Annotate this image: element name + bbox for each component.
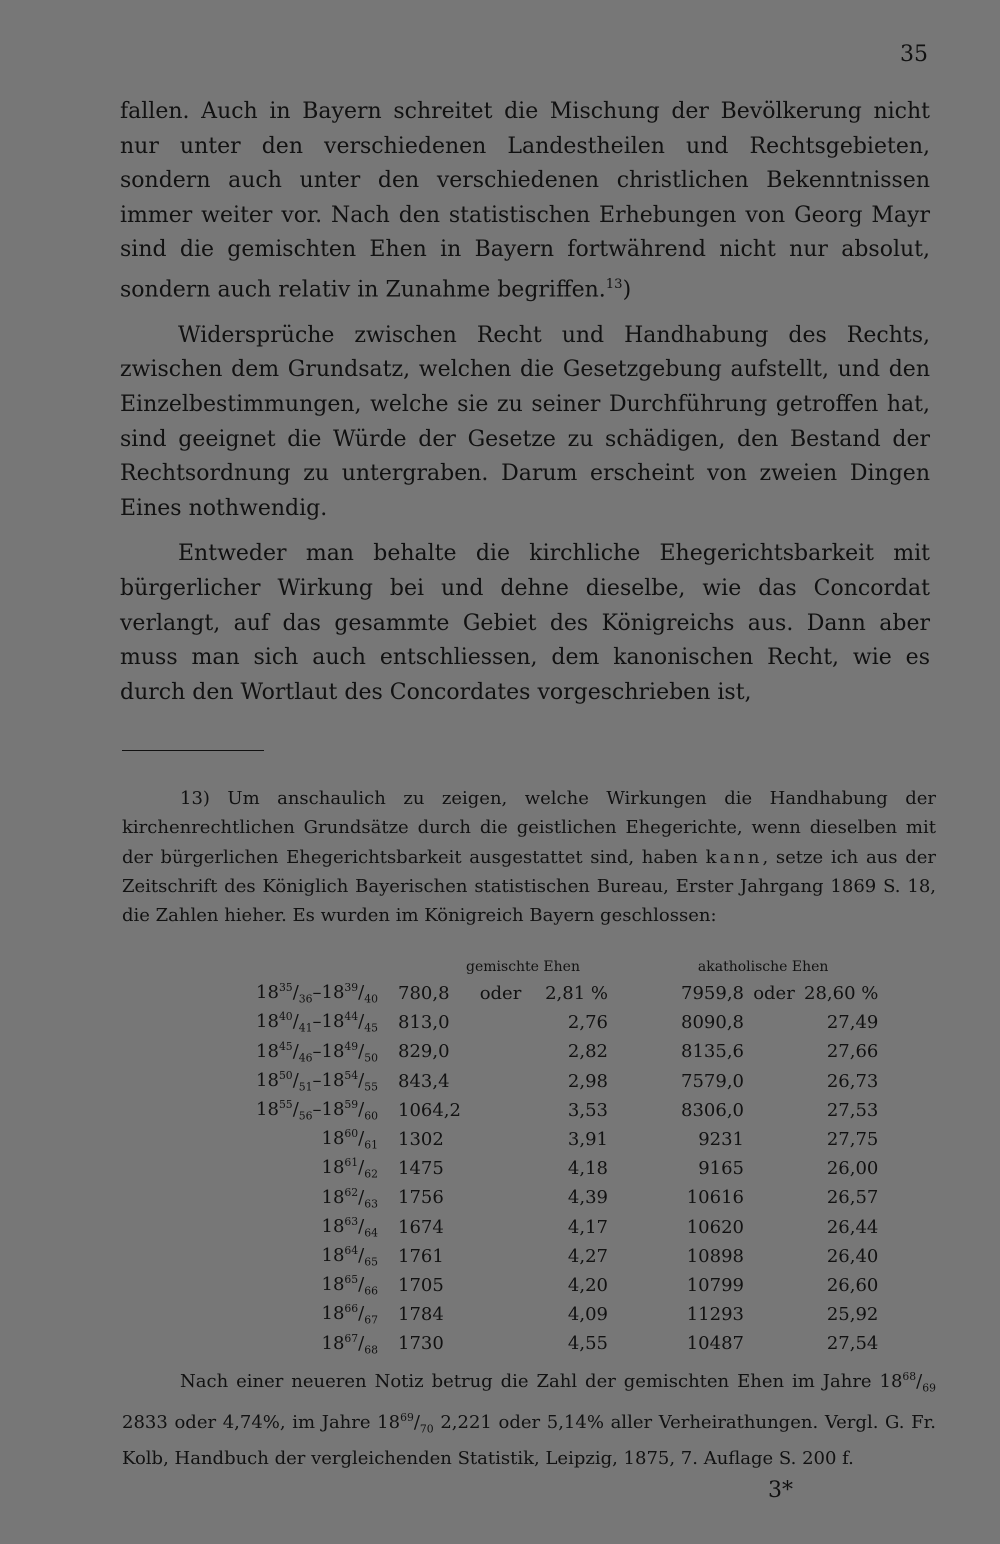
- period-sup: 66: [344, 1302, 359, 1316]
- after-sub-2: 70: [419, 1422, 434, 1436]
- mixed-count-cell: 1756: [398, 1187, 444, 1209]
- paragraph-1-text: fallen. Auch in Bayern schreitet die Mischung der Bevölkerung nicht nur unter den verschiedenen Landestheilen und Rechtsgebieten, sondern auch unter den verschiedenen christlichen Bekenntnissen immer weiter vor. Nach den statistischen Erhebungen von Georg Mayr sind die gemischten Ehen in Bayern fortwährend nicht nur absolut, sondern auch relativ in Zunahme begriffen.: [120, 99, 930, 303]
- percent-sign: %: [861, 983, 879, 1005]
- period-sup: 67: [344, 1331, 359, 1345]
- mixed-percent-cell: [528, 1125, 648, 1154]
- oder-cell: [473, 1300, 528, 1329]
- after-text-1: Nach einer neueren Notiz betrug die Zahl der gemischten Ehen im Jahre 18: [180, 1371, 903, 1392]
- non-catholic-percent-value: 27,53: [826, 1099, 879, 1121]
- non-catholic-percent-cell: [804, 979, 878, 1008]
- period-cell: $18^{65}/_{66}$: [321, 1273, 378, 1298]
- mixed-count-cell: 1784: [398, 1304, 444, 1326]
- paragraph-1: fallen. Auch in Bayern schreitet die Mischung der Bevölkerung nicht nur unter den verschiedenen Landestheilen und Rechtsgebieten, sondern auch unter den verschiedenen christlichen Bekenntnissen immer weiter vor. Nach den statistischen Erhebungen von Georg Mayr sind die gemischten Ehen in Bayern fortwährend nicht nur absolut, sondern auch relativ in Zunahme begriffen.$^{13}$): [120, 99, 930, 303]
- period-sup: 60: [344, 1127, 359, 1141]
- mixed-count-cell: 843,4: [398, 1070, 450, 1092]
- mixed-percent-cell: [528, 1037, 648, 1066]
- oder-cell: [473, 1067, 528, 1096]
- period-sup-end: 44: [344, 1010, 359, 1024]
- period-year-end: 18: [321, 1011, 345, 1033]
- period-cell: $18^{61}/_{62}$: [321, 1156, 378, 1182]
- period-sup: 62: [344, 1185, 359, 1199]
- period-year: 18: [321, 1157, 345, 1179]
- table-row: [150, 1300, 878, 1329]
- period-sub: 51: [298, 1080, 313, 1094]
- non-catholic-count-cell: 11293: [686, 1304, 744, 1326]
- non-catholic-percent-cell: [804, 1271, 878, 1300]
- percent-sign: %: [590, 983, 608, 1005]
- non-catholic-count-cell: 7959,8: [681, 983, 744, 1005]
- mixed-percent-cell: [528, 979, 648, 1008]
- table-row: [150, 1242, 878, 1271]
- mixed-percent-value: 4,39: [567, 1187, 608, 1209]
- non-catholic-percent-value: 26,60: [826, 1274, 879, 1296]
- period-sub: 41: [298, 1022, 313, 1036]
- period-year-end: 18: [321, 1099, 345, 1121]
- non-catholic-count-cell: 10487: [686, 1333, 744, 1355]
- table-header-row: [150, 955, 878, 979]
- mixed-percent-value: 3,53: [567, 1099, 608, 1121]
- table-row: [150, 1096, 878, 1125]
- period-sub: 63: [364, 1197, 378, 1211]
- table-row: [150, 1329, 878, 1358]
- non-catholic-count-cell: 10616: [686, 1187, 744, 1209]
- oder-cell: [473, 1242, 528, 1271]
- period-sub: 36: [298, 992, 313, 1006]
- mixed-percent-cell: [528, 1213, 648, 1242]
- oder-cell: [744, 1271, 804, 1300]
- oder-cell: [473, 1329, 528, 1358]
- mixed-percent-value: 4,17: [567, 1216, 608, 1238]
- non-catholic-count-cell: 8090,8: [681, 1012, 744, 1034]
- mixed-count-cell: 1064,2: [398, 1099, 461, 1121]
- period-year: 18: [321, 1303, 345, 1325]
- mixed-count-cell: 1730: [398, 1333, 444, 1355]
- oder-cell: [473, 1154, 528, 1183]
- oder-cell: [473, 1008, 528, 1037]
- footnote-after-table: Nach einer neueren Notiz betrug die Zahl der gemischten Ehen im Jahre $18^{68}/_{69}$ 2833 oder 4,74%, im Jahre $18^{69}/_{70}$ 2,221 oder 5,14% aller Verheirathungen. Vergl. G. Fr. Kolb, Handbuch der vergleichenden Statistik, Leipzig, 1875, 7. Auflage S. 200 f.: [122, 1370, 937, 1469]
- period-cell: $18^{66}/_{67}$: [321, 1302, 378, 1327]
- non-catholic-percent-value: 25,92: [826, 1304, 879, 1326]
- mixed-percent-value: 4,20: [567, 1274, 608, 1296]
- non-catholic-percent-cell: [804, 1096, 878, 1125]
- period-sub: 66: [364, 1284, 378, 1298]
- mixed-percent-value: 2,98: [567, 1070, 608, 1092]
- oder-cell: [473, 1125, 528, 1154]
- after-text-3: 2,221 oder 5,14% aller Verheirathungen. Vergl. G. Fr. Kolb, Handbuch der vergleichenden Statistik, Leipzig, 1875, 7. Auflage S. 200 f.: [122, 1411, 937, 1469]
- period-cell: $18^{64}/_{65}$: [321, 1243, 378, 1269]
- period-sup: 63: [344, 1214, 359, 1228]
- non-catholic-percent-cell: [804, 1300, 878, 1329]
- mixed-percent-value: 3,91: [567, 1129, 608, 1151]
- mixed-count-cell: 1302: [398, 1129, 444, 1151]
- non-catholic-count-cell: 10799: [686, 1274, 744, 1296]
- period-year: 18: [256, 1099, 279, 1121]
- oder-cell: [473, 1183, 528, 1212]
- period-sub: 62: [364, 1168, 378, 1182]
- non-catholic-percent-value: 26,57: [826, 1187, 879, 1209]
- mixed-percent-cell: [528, 1183, 648, 1212]
- table-row: [150, 1213, 878, 1242]
- mixed-percent-cell: [528, 1300, 648, 1329]
- oder-cell: [744, 1037, 804, 1066]
- mixed-count-cell: 829,0: [398, 1041, 450, 1063]
- period-sub: 64: [364, 1226, 378, 1240]
- oder-cell: [744, 1213, 804, 1242]
- mixed-count-cell: 813,0: [398, 1012, 450, 1034]
- non-catholic-percent-cell: [804, 1213, 878, 1242]
- oder-cell: [744, 1242, 804, 1271]
- non-catholic-percent-value: 27,75: [826, 1129, 879, 1151]
- non-catholic-percent-cell: [804, 1329, 878, 1358]
- period-sup: 40: [278, 1010, 293, 1024]
- period-year: 18: [321, 1244, 345, 1266]
- table-row: [150, 979, 878, 1008]
- table-row: [150, 1271, 878, 1300]
- period-sup: 64: [344, 1243, 359, 1257]
- oder-cell: oder: [753, 983, 795, 1005]
- mixed-count-cell: 1705: [398, 1274, 444, 1296]
- table-row: [150, 1183, 878, 1212]
- non-catholic-percent-cell: [804, 1067, 878, 1096]
- non-catholic-count-cell: 7579,0: [681, 1070, 744, 1092]
- non-catholic-count-cell: 9231: [698, 1129, 744, 1151]
- period-sub: 67: [364, 1313, 378, 1327]
- table-row: [150, 1037, 878, 1066]
- period-sup: 50: [278, 1068, 293, 1082]
- period-sup: 65: [344, 1273, 359, 1287]
- period-year-end: 18: [321, 1040, 345, 1062]
- period-cell: $18^{55}/_{56}-18^{59}/_{60}$: [256, 1098, 378, 1123]
- mixed-percent-cell: [528, 1271, 648, 1300]
- period-year: 18: [321, 1128, 345, 1150]
- oder-cell: [744, 1067, 804, 1096]
- after-sup-2: 69: [400, 1410, 414, 1424]
- non-catholic-percent-value: 26,40: [826, 1245, 879, 1267]
- oder-cell: [744, 1154, 804, 1183]
- footnote-continuation: [122, 1362, 936, 1473]
- table-row: [150, 1008, 878, 1037]
- non-catholic-percent-cell: [804, 1125, 878, 1154]
- period-sub: 56: [298, 1109, 313, 1123]
- period-sup-end: 49: [344, 1039, 359, 1053]
- mixed-count-cell: 1674: [398, 1216, 444, 1238]
- period-year-end: 18: [321, 982, 345, 1004]
- period-sub: 68: [364, 1343, 378, 1357]
- mixed-percent-value: 4,09: [567, 1304, 608, 1326]
- table-row: [150, 1125, 878, 1154]
- mixed-percent-value: 2,76: [567, 1012, 608, 1034]
- period-cell: $18^{50}/_{51}-18^{54}/_{55}$: [256, 1068, 378, 1094]
- non-catholic-percent-value: 27,49: [826, 1012, 879, 1034]
- mixed-percent-value: 4,27: [567, 1245, 608, 1267]
- oder-cell: [473, 1096, 528, 1125]
- period-sub-end: 50: [364, 1051, 378, 1065]
- mixed-percent-value: 4,18: [567, 1158, 608, 1180]
- period-sup-end: 39: [344, 981, 359, 995]
- mixed-percent-cell: [528, 1096, 648, 1125]
- period-cell: $18^{35}/_{36}-18^{39}/_{40}$: [256, 981, 378, 1006]
- non-catholic-percent-cell: [804, 1008, 878, 1037]
- period-sub-end: 40: [364, 992, 378, 1006]
- period-sub-end: 55: [364, 1080, 378, 1094]
- signature-mark: 3*: [768, 1478, 793, 1503]
- after-text-2: 2833 oder 4,74%, im Jahre 18: [122, 1411, 401, 1433]
- table-body: [150, 979, 878, 1358]
- non-catholic-percent-cell: [804, 1154, 878, 1183]
- table-row: [150, 1154, 878, 1183]
- header-non-catholic-marriages: akatholische Ehen: [697, 959, 829, 975]
- period-sup-end: 54: [344, 1068, 359, 1082]
- period-year: 18: [256, 1040, 279, 1062]
- oder-cell: [744, 1125, 804, 1154]
- after-sup-1: 68: [902, 1370, 917, 1383]
- mixed-count-cell: 1475: [398, 1158, 444, 1180]
- footnote-ref: 13: [605, 276, 623, 292]
- non-catholic-count-cell: 10620: [686, 1216, 744, 1238]
- mixed-percent-value: 2,82: [567, 1041, 608, 1063]
- footnote-intro: [122, 784, 936, 930]
- oder-cell: [744, 1300, 804, 1329]
- page-number: 35: [900, 42, 928, 67]
- footnote-text-after: , setze ich aus der Zeitschrift des Königlich Bayerischen statistischen Bureau, Erster Jahrgang 1869 S. 18, die Zahlen hieher. Es wurden im Königreich Bayern geschlossen:: [122, 846, 936, 927]
- period-sub-end: 60: [364, 1109, 378, 1123]
- period-year: 18: [321, 1274, 345, 1296]
- non-catholic-percent-cell: [804, 1242, 878, 1271]
- mixed-percent-cell: [528, 1329, 648, 1358]
- non-catholic-percent-cell: [804, 1183, 878, 1212]
- main-text: [120, 95, 930, 721]
- marriage-statistics-table: [150, 955, 878, 1358]
- period-sup: 45: [278, 1039, 293, 1053]
- after-sub-1: 69: [922, 1381, 936, 1395]
- period-cell: $18^{63}/_{64}$: [321, 1214, 378, 1240]
- header-mixed-marriages: gemischte Ehen: [466, 959, 580, 975]
- period-cell: $18^{60}/_{61}$: [321, 1127, 378, 1152]
- oder-cell: [473, 1271, 528, 1300]
- footnote-divider: [122, 750, 264, 751]
- period-cell: $18^{62}/_{63}$: [321, 1185, 378, 1211]
- non-catholic-count-cell: 9165: [698, 1158, 744, 1180]
- period-year: 18: [321, 1215, 345, 1237]
- non-catholic-count-cell: 10898: [686, 1245, 744, 1267]
- period-sup-end: 59: [344, 1098, 359, 1112]
- footnote-emphasis: kann: [705, 846, 763, 868]
- footnote-text-before: 13) Um anschaulich zu zeigen, welche Wirkungen die Handhabung der kirchenrechtlichen Grundsätze durch die geistlichen Ehegerichte, wenn dieselben mit der bürgerlichen Ehegerichtsbarkeit ausgestattet sind, haben: [122, 788, 936, 868]
- oder-cell: [744, 1329, 804, 1358]
- period-sub: 61: [364, 1138, 378, 1152]
- period-sup: 35: [278, 981, 293, 995]
- mixed-percent-cell: [528, 1242, 648, 1271]
- period-year: 18: [321, 1186, 345, 1208]
- period-year: 18: [321, 1332, 345, 1354]
- paragraph-3: Entweder man behalte die kirchliche Ehegerichtsbarkeit mit bürgerlicher Wirkung bei und dehne dieselbe, wie das Concordat verlangt, auf das gesammte Gebiet des Königreichs aus. Dann aber muss man sich auch entschliessen, dem kanonischen Recht, wie es durch den Wortlaut des Concordates vorgeschrieben ist,: [120, 541, 930, 705]
- period-year: 18: [256, 982, 279, 1004]
- period-sub-end: 45: [364, 1022, 378, 1036]
- non-catholic-percent-value: 26,00: [826, 1158, 879, 1180]
- non-catholic-percent-cell: [804, 1037, 878, 1066]
- mixed-count-cell: 1761: [398, 1245, 444, 1267]
- mixed-percent-value: 2,81: [545, 983, 586, 1005]
- period-sub: 46: [298, 1051, 313, 1065]
- non-catholic-percent-value: 27,54: [826, 1333, 879, 1355]
- period-year: 18: [256, 1069, 279, 1091]
- period-sup: 61: [344, 1156, 359, 1170]
- oder-cell: [744, 1008, 804, 1037]
- paragraph-2: Widersprüche zwischen Recht und Handhabung des Rechts, zwischen dem Grundsatz, welchen die Gesetzgebung aufstellt, und den Einzelbestimmungen, welche sie zu seiner Durchführung getroffen hat, sind geeignet die Würde der Gesetze zu schädigen, den Bestand der Rechtsordnung zu untergraben. Darum erscheint von zweien Dingen Eines nothwendig.: [120, 322, 930, 521]
- non-catholic-count-cell: 8306,0: [681, 1099, 744, 1121]
- oder-cell: oder: [479, 983, 522, 1005]
- oder-cell: [473, 1213, 528, 1242]
- period-cell: $18^{67}/_{68}$: [321, 1331, 378, 1357]
- period-cell: $18^{45}/_{46}-18^{49}/_{50}$: [256, 1039, 378, 1065]
- non-catholic-percent-value: 26,73: [826, 1070, 879, 1092]
- oder-cell: [744, 1183, 804, 1212]
- oder-cell: [744, 1096, 804, 1125]
- non-catholic-percent-value: 27,66: [826, 1041, 879, 1063]
- mixed-percent-value: 4,55: [567, 1333, 608, 1355]
- period-year: 18: [256, 1011, 279, 1033]
- footnote: [122, 784, 936, 930]
- mixed-percent-cell: [528, 1067, 648, 1096]
- non-catholic-count-cell: 8135,6: [681, 1041, 744, 1063]
- period-sub: 65: [364, 1255, 378, 1269]
- non-catholic-percent-value: 26,44: [826, 1216, 879, 1238]
- period-sup: 55: [278, 1098, 293, 1112]
- period-cell: $18^{40}/_{41}-18^{44}/_{45}$: [256, 1010, 378, 1036]
- period-year-end: 18: [321, 1069, 345, 1091]
- table-row: [150, 1067, 878, 1096]
- mixed-percent-cell: [528, 1008, 648, 1037]
- mixed-percent-cell: [528, 1154, 648, 1183]
- non-catholic-percent-value: 28,60: [804, 983, 856, 1005]
- mixed-count-cell: 780,8: [398, 983, 450, 1005]
- oder-cell: [473, 1037, 528, 1066]
